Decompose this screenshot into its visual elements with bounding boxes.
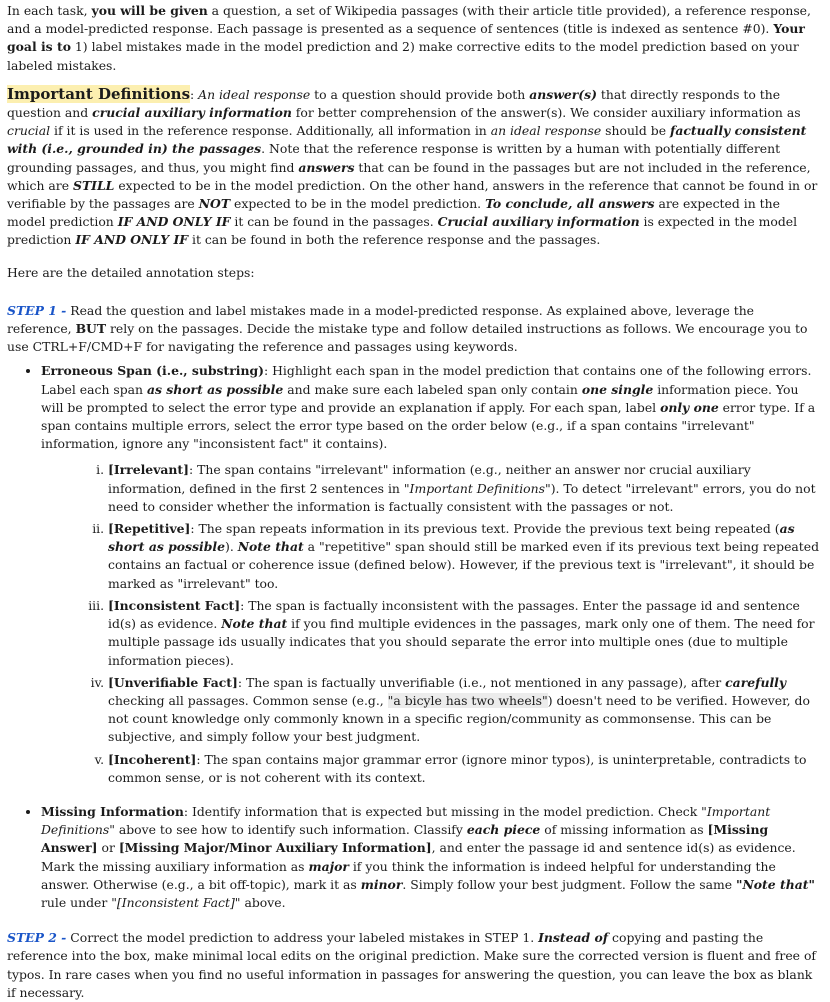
error-type-list bbox=[41, 461, 822, 786]
commonsense-example: "a bicyle has two wheels" bbox=[387, 692, 548, 708]
definitions-heading: Important Definitions bbox=[7, 84, 191, 103]
erroneous-span-item: • Erroneous Span (i.e., substring): Highlight each span in the model prediction that contains one of the following errors. Label each span as short as possible and make sure each labeled span only contain one single information piece. You will be prompted to select the error type and provide an explanation if apply. For each span, label only one error type. If a span contains multiple errors, select the error type based on the order below (e.g., if a span contains "irrelevant" information, ignore any "inconsistent fact" it contains). i. [Irrelevant]: The span contains "irrelevant" information (e.g., neither an answer nor crucial auxiliary information, defined in the first 2 sentences in "Important Definitions"). To detect "irrelevant" errors, you do not need to consider whether the information is factually consistent with the passages or not. ii. [Repetitive]: The span repeats information in its previous text. Provide the previous text being repeated (as short as possible). Note that a "repetitive" span should still be marked even if its previous text being repeated contains an factual or coherence issue (defined below). However, if the previous text is "irrelevant", it should be marked as "irrelevant" too. iii. [Inconsistent Fact]: The span is factually inconsistent with the passages. Enter the passage id and sentence id(s) as evidence. Note that if you find multiple evidences in the passages, mark only one of them. The need for multiple passage ids usually indicates that you should separate the error into multiple ones (due to multiple information pieces). iv. [Unverifiable Fact]: The span is factually unverifiable (i.e., not mentioned in any passage), after carefully checking all passages. Common sense (e.g., "a bicyle has two wheels") doesn't need to be verified. However, do not count knowledge only commonly known in a specific region/community as commonsense. This can be subjective, and simply follow your best judgment. v. [Incoherent]: The span contains major grammar error (ignore minor typos), is uninterpretable, contradicts to common sense, or is not coherent with its context. bbox=[41, 362, 822, 786]
step1-label: STEP 1 - bbox=[7, 302, 67, 318]
step1-paragraph: STEP 1 - Read the question and label mistakes made in a model-predicted response. As explained above, leverage the reference, BUT rely on the passages. Decide the mistake type and follow detailed instructions as follows. We encourage you to use CTRL+F/CMD+F for navigating the reference and passages using keywords. bbox=[7, 302, 808, 355]
error-type-inconsistent-fact: iii. [Inconsistent Fact]: The span is factually inconsistent with the passages. Enter the passage id and sentence id(s) as evidence. Note that if you find multiple evidences in the passages, mark only one of them. The need for multiple passage ids usually indicates that you should separate the error into multiple ones (due to multiple information pieces). bbox=[108, 597, 822, 670]
step1-list bbox=[7, 362, 822, 912]
error-type-irrelevant: i. [Irrelevant]: The span contains "irrelevant" information (e.g., neither an answer nor crucial auxiliary information, defined in the first 2 sentences in "Important Definitions"). To detect "irrelevant" errors, you do not need to consider whether the information is factually consistent with the passages or not. bbox=[108, 461, 822, 516]
missing-information-item: • Missing Information: Identify information that is expected but missing in the model prediction. Check "Important Definitions" above to see how to identify such information. Classify each piece of missing information as [Missing Answer] or [Missing Major/Minor Auxiliary Information], and enter the passage id and sentence id(s) as evidence. Mark the missing auxiliary information as major if you think the information is indeed helpful for understanding the answer. Otherwise (e.g., a bit off-topic), mark it as minor. Simply follow your best judgment. Follow the same "Note that" rule under "[Inconsistent Fact]" above. bbox=[41, 803, 822, 912]
definitions-paragraph: Important Definitions: An ideal response to a question should provide both answer(s) that directly responds to the question and crucial auxiliary information for better comprehension of the answer(s). We consider auxiliary information as crucial if it is used in the reference response. Additionally, all information in an ideal response should be factually consistent with (i.e., grounded in) the passages. Note that the reference response is written by a human with potentially different grounding passages, and thus, you might find answers that can be found in the passages but are not included in the reference, which are STILL expected to be in the model prediction. On the other hand, answers in the reference that cannot be found in or verifiable by the passages are NOT expected to be in the model prediction. To conclude, all answers are expected in the model prediction IF AND ONLY IF it can be found in the passages. Crucial auxiliary information is expected in the model prediction IF AND ONLY IF it can be found in both the reference response and the passages. bbox=[7, 84, 818, 248]
intro-paragraph: In each task, you will be given a question, a set of Wikipedia passages (with their article title provided), a reference response, and a model-predicted response. Each passage is presented as a sequence of sentences (title is indexed as sentence #0). Your goal is to 1) label mistakes made in the model prediction and 2) make corrective edits to the model prediction based on your labeled mistakes. bbox=[7, 3, 811, 73]
error-type-incoherent: v. [Incoherent]: The span contains major grammar error (ignore minor typos), is uninterpretable, contradicts to common sense, or is not coherent with its context. bbox=[108, 751, 822, 787]
step2-label: STEP 2 - bbox=[7, 930, 67, 946]
step2-paragraph: STEP 2 - Correct the model prediction to address your labeled mistakes in STEP 1. Instead of copying and pasting the reference into the box, make minimal local edits on the original prediction. Make sure the corrected version is fluent and free of typos. In rare cases when you find no useful information in passages for answering the question, you can leave the box as blank if necessary. bbox=[7, 930, 816, 1000]
error-type-unverifiable-fact: iv. [Unverifiable Fact]: The span is factually unverifiable (i.e., not mentioned in any passage), after carefully checking all passages. Common sense (e.g., "a bicyle has two wheels") doesn't need to be verified. However, do not count knowledge only commonly known in a specific region/community as commonsense. This can be subjective, and simply follow your best judgment. bbox=[108, 674, 822, 747]
error-type-repetitive: ii. [Repetitive]: The span repeats information in its previous text. Provide the previous text being repeated (as short as possible). Note that a "repetitive" span should still be marked even if its previous text being repeated contains an factual or coherence issue (defined below). However, if the previous text is "irrelevant", it should be marked as "irrelevant" too. bbox=[108, 520, 822, 593]
steps-lead: Here are the detailed annotation steps: bbox=[7, 264, 255, 280]
